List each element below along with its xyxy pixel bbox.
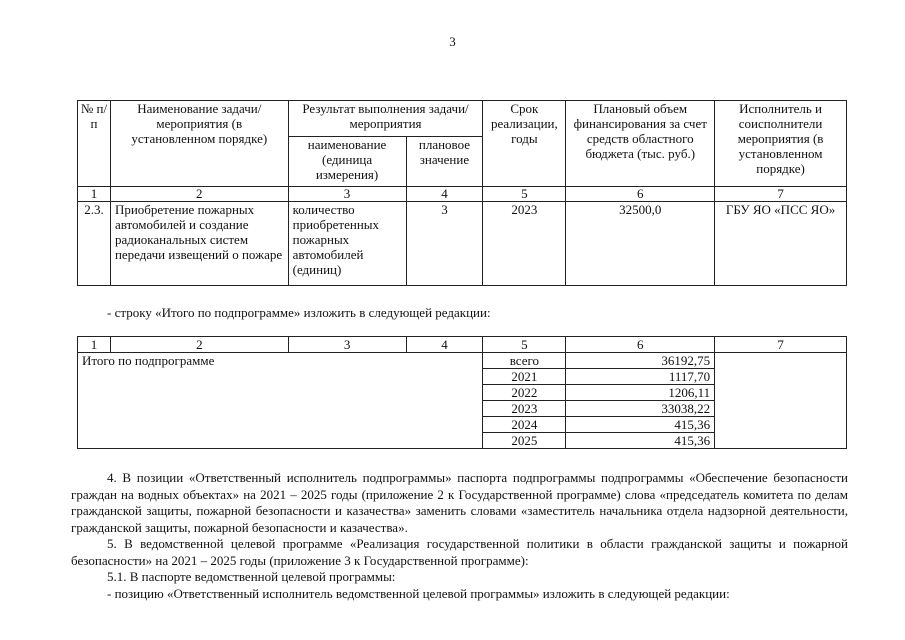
- header-result-value: плановое значение: [406, 137, 483, 187]
- column-number: 2: [110, 337, 288, 353]
- table-row: [78, 353, 847, 369]
- paragraph-4: 4. В позиции «Ответственный исполнитель подпрограммы» паспорта подпрограммы подпрограммы «Обеспечение безопасности граждан на водных объектах» на 2021 – 2025 годы (приложение 2 к Государственной программе) слова «председатель комитета по делам гражданской защиты, пожарной безопасности и казачества» заменить словами «заместитель начальника отдела надзорной деятельности, гражданской защиты, пожарной безопасности и казачества».: [71, 470, 848, 535]
- row-result-name: количество приобретенных пожарных автомобилей (единиц): [288, 202, 406, 286]
- row-deadline: 2023: [483, 202, 566, 286]
- column-number: 2: [110, 187, 288, 202]
- row-executor: ГБУ ЯО «ПСС ЯО»: [715, 202, 847, 286]
- header-deadline: Срок реализации, годы: [483, 101, 566, 187]
- row-task: Приобретение пожарных автомобилей и создание радиоканальных систем передачи извещений о пожаре: [110, 202, 288, 286]
- value-cell: 33038,22: [566, 401, 715, 417]
- column-number: 5: [483, 337, 566, 353]
- column-number: 6: [566, 337, 715, 353]
- executor-empty-cell: [715, 353, 847, 449]
- value-cell: 1117,70: [566, 369, 715, 385]
- column-number: 4: [406, 187, 483, 202]
- year-cell: 2023: [483, 401, 566, 417]
- year-cell: 2024: [483, 417, 566, 433]
- column-number: 7: [715, 187, 847, 202]
- row-num: 2.3.: [78, 202, 111, 286]
- row-result-value: 3: [406, 202, 483, 286]
- paragraph-5-1: 5.1. В паспорте ведомственной целевой программы:: [107, 569, 396, 584]
- page-number: 3: [449, 34, 456, 49]
- year-cell: 2022: [483, 385, 566, 401]
- column-number: 7: [715, 337, 847, 353]
- header-result-group: Результат выполнения задачи/ мероприятия: [288, 101, 483, 137]
- column-number: 3: [288, 337, 406, 353]
- column-number: 1: [78, 187, 111, 202]
- header-task: Наименование задачи/ мероприятия (в установленном порядке): [110, 101, 288, 187]
- value-cell: 1206,11: [566, 385, 715, 401]
- column-number: 3: [288, 187, 406, 202]
- header-result-name: наименование (единица измерения): [288, 137, 406, 187]
- header-funding: Плановый объем финансирования за счет средств областного бюджета (тыс. руб.): [566, 101, 715, 187]
- instruction-text: - строку «Итого по подпрограмме» изложить в следующей редакции:: [107, 305, 491, 320]
- table-row: [78, 202, 847, 286]
- column-number: 6: [566, 187, 715, 202]
- year-cell: 2021: [483, 369, 566, 385]
- total-label: Итого по подпрограмме: [78, 353, 483, 449]
- column-number: 4: [406, 337, 483, 353]
- year-cell: 2025: [483, 433, 566, 449]
- paragraph-5-1-a: - позицию «Ответственный исполнитель ведомственной целевой программы» изложить в следующей редакции:: [107, 585, 730, 601]
- value-cell: 36192,75: [566, 353, 715, 369]
- header-executor: Исполнитель и соисполнители мероприятия (в установленном порядке): [715, 101, 847, 187]
- row-funding: 32500,0: [566, 202, 715, 286]
- column-number: 5: [483, 187, 566, 202]
- instruction-line: [71, 305, 848, 322]
- program-activities-table: [77, 100, 847, 286]
- paragraph-5: 5. В ведомственной целевой программе «Реализация государственной политики в области гражданской защиты и пожарной безопасности» на 2021 – 2025 годы (приложение 3 к Государственной программе):: [71, 536, 848, 568]
- column-number: 1: [78, 337, 111, 353]
- body-text: [71, 470, 848, 602]
- year-cell: всего: [483, 353, 566, 369]
- value-cell: 415,36: [566, 417, 715, 433]
- value-cell: 415,36: [566, 433, 715, 449]
- header-num: № п/п: [78, 101, 111, 187]
- subprogram-total-table: [77, 336, 847, 449]
